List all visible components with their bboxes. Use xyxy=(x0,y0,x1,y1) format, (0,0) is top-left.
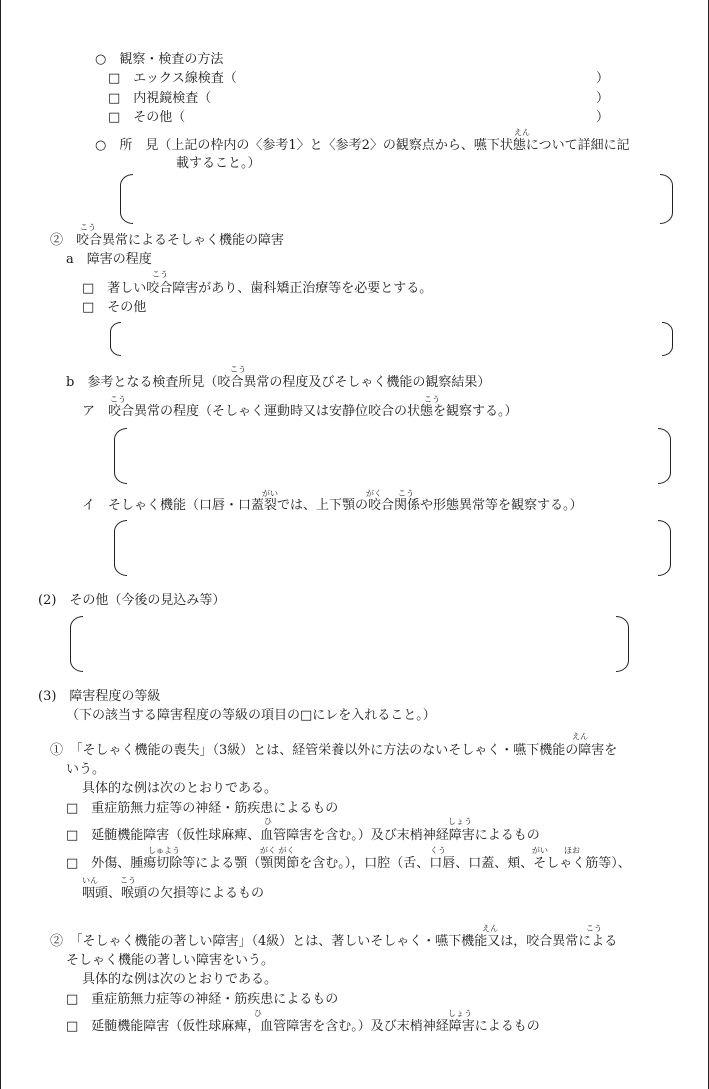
ruby-hi: ひ xyxy=(264,817,272,826)
severe-occlusion-checkbox[interactable]: □ 著しい咬合障害があり、歯科矯正治療等を必要とする。 xyxy=(82,281,433,296)
grade3-examples-intro: 具体的な例は次のとおりである。 xyxy=(82,781,278,796)
prospects-box-right-bracket xyxy=(616,616,629,672)
ruby-kuu: くう xyxy=(430,846,446,855)
ruby-en: えん xyxy=(482,924,498,933)
findings-box-right-bracket xyxy=(660,174,673,224)
ruby-hoo: ほお xyxy=(564,846,580,855)
ruby-gaku: がく xyxy=(366,489,382,498)
ruby-gai: がい xyxy=(532,846,548,855)
other-method-checkbox-label[interactable]: □ その他（ xyxy=(108,110,186,125)
other-method-close-paren: ） xyxy=(596,110,610,125)
ruby-kou: こう xyxy=(152,270,168,279)
section2b-heading: b 参考となる検査所見（咬合異常の程度及びそしゃく機能の観察結果） xyxy=(66,375,491,390)
mastication-function-label: イ そしゃく機能（口唇・口蓋裂では、上下顎の咬合関係や形態異常等を観察する。） xyxy=(82,498,583,513)
ruby-kou: こう xyxy=(586,924,602,933)
occlusion-degree-input-area[interactable] xyxy=(130,432,654,478)
endoscope-close-paren: ） xyxy=(596,91,610,106)
ruby-shou: しょう xyxy=(448,817,472,826)
left-margin-rule xyxy=(0,0,1,1089)
ruby-kou: こう xyxy=(110,395,126,404)
degree-box-right-bracket xyxy=(662,322,673,356)
grade3-description-cont: いう。 xyxy=(66,762,106,777)
other-degree-checkbox[interactable]: □ その他 xyxy=(82,300,147,315)
grade-note: （下の該当する障害程度の等級の項目の□にレを入れること。） xyxy=(66,708,436,723)
ruby-in: いん xyxy=(82,876,98,885)
grade4-description-cont: そしゃく機能の著しい障害をいう。 xyxy=(66,953,275,968)
ruby-kou: こう xyxy=(398,489,414,498)
ruby-kou: こう xyxy=(230,365,246,374)
endoscope-checkbox-label[interactable]: □ 内視鏡検査（ xyxy=(108,91,212,106)
ruby-en: えん xyxy=(514,128,530,137)
ruby-kou: こう xyxy=(424,395,440,404)
grade-heading: (3) 障害程度の等級 xyxy=(38,689,161,704)
xray-checkbox-label[interactable]: □ エックス線検査（ xyxy=(108,71,237,86)
prospects-input-area[interactable] xyxy=(86,620,612,666)
grade4-neuromuscular-checkbox[interactable]: □ 重症筋無力症等の神経・筋疾患によるもの xyxy=(66,992,339,1007)
section2-heading: ② 咬合異常によるそしゃく機能の障害 xyxy=(50,233,285,248)
other-prospects-heading: (2) その他（今後の見込み等） xyxy=(38,593,226,608)
grade3-description: ① 「そしゃく機能の喪失」（3級）とは、経管栄養以外に方法のないそしゃく・嚥下機能の障害を xyxy=(50,743,618,758)
occlusion-box-left-bracket xyxy=(114,428,127,484)
ruby-en: えん xyxy=(572,732,588,741)
section2a-heading: a 障害の程度 xyxy=(66,252,152,267)
grade3-trauma-checkbox[interactable]: □ 外傷、腫瘍切除等による顎（顎関節を含む。），口腔（舌、口唇、口蓋、頬、そしゃく筋等）、 xyxy=(66,856,631,871)
method-heading: ○ 観察・検査の方法 xyxy=(95,52,224,67)
ruby-shou: しょう xyxy=(448,1009,472,1018)
xray-close-paren: ） xyxy=(596,71,610,86)
grade4-examples-intro: 具体的な例は次のとおりである。 xyxy=(82,972,278,987)
ruby-hi: ひ xyxy=(254,1009,262,1018)
mastication-function-input-area[interactable] xyxy=(130,524,654,570)
grade4-description: ② 「そしゃく機能の著しい障害」（4級）とは、著しいそしゃく・嚥下機能又は，咬合異常による xyxy=(50,934,618,949)
prospects-box-left-bracket xyxy=(70,616,83,672)
occlusion-box-right-bracket xyxy=(658,428,671,484)
grade4-medulla-checkbox[interactable]: □ 延髄機能障害（仮性球麻痺，血管障害を含む。）及び末梢神経障害によるもの xyxy=(66,1019,540,1034)
grade3-neuromuscular-checkbox[interactable]: □ 重症筋無力症等の神経・筋疾患によるもの xyxy=(66,801,339,816)
ruby-gakugaku: がく がく xyxy=(260,846,295,855)
findings-input-area[interactable] xyxy=(136,178,654,218)
ruby-kou: こう xyxy=(120,876,136,885)
findings-label-cont: 載すること。） xyxy=(176,156,261,171)
ruby-shuyou: しゅよう xyxy=(148,846,180,855)
findings-label: ○ 所 見（上記の枠内の〈参考1〉と〈参考2〉の観察点から、嚥下状態について詳細に記 xyxy=(95,138,630,153)
ruby-gai: がい xyxy=(262,489,278,498)
degree-other-input-area[interactable] xyxy=(124,324,658,352)
grade3-medulla-checkbox[interactable]: □ 延髄機能障害（仮性球麻痺、血管障害を含む。）及び末梢神経障害によるもの xyxy=(66,828,540,843)
findings-box-left-bracket xyxy=(120,174,133,224)
ruby-kou: こう xyxy=(80,223,96,232)
occlusion-degree-label: ア 咬合異常の程度（そしゃく運動時又は安静位咬合の状態を観察する。） xyxy=(82,404,518,419)
mastication-box-left-bracket xyxy=(114,520,127,576)
degree-box-left-bracket xyxy=(110,322,121,356)
mastication-box-right-bracket xyxy=(658,520,671,576)
grade3-trauma-cont: 咽頭、喉頭の欠損等によるもの xyxy=(82,886,265,901)
